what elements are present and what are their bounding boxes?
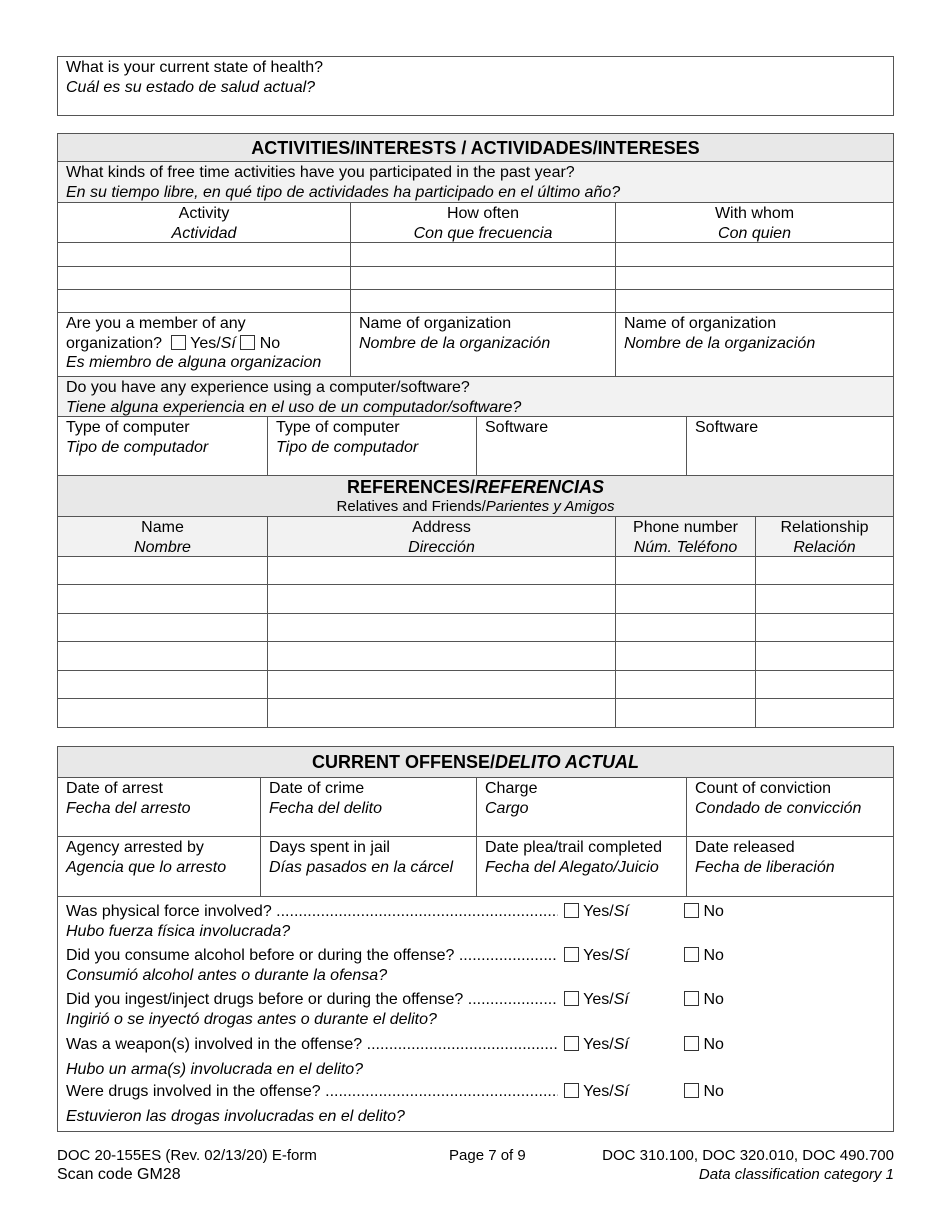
question-es: Hubo un arma(s) involucrada en el delito? xyxy=(66,1060,364,1078)
references-title-es: REFERENCIAS xyxy=(475,477,605,497)
yes-label: Yes/ xyxy=(190,334,221,352)
activity-cell[interactable] xyxy=(58,267,350,289)
computer-question-en: Do you have any experience using a computer/software? xyxy=(66,379,470,396)
question-physical-force xyxy=(66,902,885,946)
ref-name-cell[interactable] xyxy=(58,557,267,584)
date-released-label-en: Date released xyxy=(695,839,795,856)
reference-row[interactable] xyxy=(58,584,893,613)
question-drugs-ingest xyxy=(66,990,885,1034)
days-in-jail-field[interactable] xyxy=(260,837,476,896)
yes-label: Yes/ xyxy=(583,991,614,1008)
ref-name-cell[interactable] xyxy=(58,614,267,641)
ref-name-cell[interactable] xyxy=(58,671,267,698)
question-alcohol xyxy=(66,946,885,990)
ref-relationship-cell[interactable] xyxy=(755,585,893,613)
col-how-often-en: How often xyxy=(446,205,520,222)
scan-code: Scan code GM28 xyxy=(57,1166,181,1183)
charge-label-en: Charge xyxy=(485,780,538,797)
activities-title: ACTIVITIES/INTERESTS / ACTIVIDADES/INTERESES xyxy=(251,138,700,158)
activity-cell[interactable] xyxy=(58,290,350,312)
reference-row[interactable] xyxy=(58,670,893,698)
col-with-whom xyxy=(615,203,893,242)
question-es: Hubo fuerza física involucrada? xyxy=(66,922,291,940)
references-columns xyxy=(58,516,893,556)
yes-checkbox[interactable] xyxy=(564,1036,579,1051)
ref-name-cell[interactable] xyxy=(58,642,267,670)
col-phone-en: Phone number xyxy=(633,519,738,536)
org-name-label-en: Name of organization xyxy=(359,315,512,332)
ref-address-cell[interactable] xyxy=(267,671,615,698)
health-question-box[interactable] xyxy=(57,56,894,116)
software-label: Software xyxy=(485,419,549,436)
ref-relationship-cell[interactable] xyxy=(755,614,893,641)
date-of-crime-field[interactable] xyxy=(260,778,476,836)
ref-address-cell[interactable] xyxy=(267,699,615,727)
offense-header xyxy=(58,747,893,777)
activity-row[interactable] xyxy=(58,242,893,266)
date-plea-field[interactable] xyxy=(476,837,686,896)
col-activity xyxy=(58,203,350,242)
references-title-en: REFERENCES/ xyxy=(346,477,475,497)
col-phone-es: Núm. Teléfono xyxy=(633,538,738,556)
member-question-line2: organization? xyxy=(66,334,163,352)
col-relationship-en: Relationship xyxy=(780,519,869,536)
activity-cell[interactable] xyxy=(58,243,350,266)
activity-row[interactable] xyxy=(58,266,893,289)
org-name-field-1[interactable] xyxy=(350,313,615,376)
col-how-often-es: Con que frecuencia xyxy=(413,224,553,242)
references-subtitle-en: Relatives and Friends/ xyxy=(336,498,486,515)
yes-checkbox[interactable] xyxy=(564,947,579,962)
member-question xyxy=(58,313,350,376)
ref-address-cell[interactable] xyxy=(267,642,615,670)
ref-phone-cell[interactable] xyxy=(615,699,755,727)
question-drugs-involved xyxy=(66,1082,885,1126)
member-question-es: Es miembro de alguna organizacion xyxy=(66,354,322,371)
date-plea-label-en: Date plea/trail completed xyxy=(485,839,662,856)
date-released-field[interactable] xyxy=(686,837,893,896)
yes-label: Yes/ xyxy=(583,947,614,964)
col-name xyxy=(58,517,267,556)
col-name-es: Nombre xyxy=(134,538,191,556)
form-id: DOC 20-155ES (Rev. 02/13/20) E-form xyxy=(57,1147,317,1164)
ref-name-cell[interactable] xyxy=(58,585,267,613)
with-whom-cell[interactable] xyxy=(615,267,893,289)
free-time-question-es: En su tiempo libre, en qué tipo de actividades ha participado en el último año? xyxy=(66,183,621,201)
yes-label-es: Sí xyxy=(613,991,629,1008)
no-label: No xyxy=(703,903,724,920)
ref-address-cell[interactable] xyxy=(267,585,615,613)
offense-fields-row-2 xyxy=(58,836,893,896)
yes-label: Yes/ xyxy=(583,1036,614,1053)
yes-checkbox[interactable] xyxy=(564,991,579,1006)
health-question-en: What is your current state of health? xyxy=(66,59,324,76)
offense-title-es: DELITO ACTUAL xyxy=(495,752,639,772)
charge-field[interactable] xyxy=(476,778,686,836)
offense-fields-row-1 xyxy=(58,777,893,836)
question-en: Was a weapon(s) involved in the offense? ..... xyxy=(66,1035,558,1055)
footer-right xyxy=(602,1146,894,1184)
how-often-cell[interactable] xyxy=(350,267,615,289)
activities-header xyxy=(58,134,893,161)
days-in-jail-label-en: Days spent in jail xyxy=(269,839,390,856)
footer-left xyxy=(57,1146,317,1184)
ref-phone-cell[interactable] xyxy=(615,671,755,698)
col-relationship-es: Relación xyxy=(793,538,856,556)
ref-relationship-cell[interactable] xyxy=(755,699,893,727)
reference-row[interactable] xyxy=(58,641,893,670)
yes-checkbox[interactable] xyxy=(564,1083,579,1098)
org-name-label-es: Nombre de la organización xyxy=(624,334,816,352)
yes-label-es: Sí xyxy=(613,947,629,964)
col-relationship xyxy=(755,517,893,556)
offense-title-en: CURRENT OFFENSE/ xyxy=(311,752,495,772)
ref-relationship-cell[interactable] xyxy=(755,642,893,670)
with-whom-cell[interactable] xyxy=(615,243,893,266)
org-name-label-en: Name of organization xyxy=(624,315,777,332)
date-of-arrest-label-en: Date of arrest xyxy=(66,780,163,797)
type-computer-label-en: Type of computer xyxy=(276,419,400,436)
current-offense-section xyxy=(57,746,894,1132)
computer-row xyxy=(58,416,893,475)
references-header xyxy=(58,475,893,516)
date-of-crime-label-es: Fecha del delito xyxy=(269,799,382,817)
col-activity-en: Activity xyxy=(178,205,230,222)
no-checkbox[interactable] xyxy=(684,1036,699,1051)
yes-label: Yes/ xyxy=(583,1083,614,1100)
col-address xyxy=(267,517,615,556)
computer-question xyxy=(58,376,893,416)
charge-label-es: Cargo xyxy=(485,799,529,817)
organization-row xyxy=(58,312,893,376)
offense-questions xyxy=(58,896,893,1131)
no-label: No xyxy=(703,1083,724,1100)
yes-label: Yes/ xyxy=(583,903,614,920)
agency-label-es: Agencia que lo arresto xyxy=(66,858,227,876)
ref-phone-cell[interactable] xyxy=(615,642,755,670)
free-time-question xyxy=(58,161,893,202)
how-often-cell[interactable] xyxy=(350,290,615,312)
agency-arrested-by-field[interactable] xyxy=(58,837,260,896)
ref-relationship-cell[interactable] xyxy=(755,671,893,698)
org-name-field-2[interactable] xyxy=(615,313,893,376)
question-es: Consumió alcohol antes o durante la ofensa? xyxy=(66,966,388,984)
reference-row[interactable] xyxy=(58,613,893,641)
activities-section xyxy=(57,133,894,728)
references-title xyxy=(66,476,885,498)
col-address-es: Dirección xyxy=(408,538,475,556)
free-time-question-en: What kinds of free time activities have you participated in the past year? xyxy=(66,164,575,181)
no-checkbox[interactable] xyxy=(684,947,699,962)
col-name-en: Name xyxy=(141,519,184,536)
ref-address-cell[interactable] xyxy=(267,614,615,641)
days-in-jail-label-es: Días pasados en la cárcel xyxy=(269,858,454,876)
question-es: Ingirió o se inyectó drogas antes o durante el delito? xyxy=(66,1010,437,1028)
count-of-conviction-label-en: Count of conviction xyxy=(695,780,832,797)
count-of-conviction-label-es: Condado de convicción xyxy=(695,799,862,817)
ref-name-cell[interactable] xyxy=(58,699,267,727)
col-how-often xyxy=(350,203,615,242)
doc-references: DOC 310.100, DOC 320.010, DOC 490.700 xyxy=(602,1147,894,1164)
ref-phone-cell[interactable] xyxy=(615,614,755,641)
col-address-en: Address xyxy=(412,519,471,536)
type-computer-label-es: Tipo de computador xyxy=(66,438,209,456)
yes-label-es: Sí xyxy=(613,1036,629,1053)
software-field-2[interactable] xyxy=(686,417,893,475)
computer-question-es: Tiene alguna experiencia en el uso de un computador/software? xyxy=(66,398,522,416)
member-yes-checkbox[interactable] xyxy=(171,335,186,350)
activity-row[interactable] xyxy=(58,289,893,312)
type-computer-label-es: Tipo de computador xyxy=(276,438,419,456)
yes-label-es: Sí xyxy=(613,903,629,920)
col-with-whom-en: With whom xyxy=(714,205,795,222)
type-computer-field-2[interactable] xyxy=(267,417,476,475)
count-of-conviction-field[interactable] xyxy=(686,778,893,836)
yes-label-es: Sí xyxy=(220,334,236,352)
health-question-es: Cuál es su estado de salud actual? xyxy=(66,78,316,96)
no-label: No xyxy=(703,991,724,1008)
no-label: No xyxy=(703,1036,724,1053)
references-subtitle-es: Parientes y Amigos xyxy=(485,498,615,515)
ref-phone-cell[interactable] xyxy=(615,557,755,584)
data-classification: Data classification category 1 xyxy=(698,1166,894,1183)
yes-checkbox[interactable] xyxy=(564,903,579,918)
question-es: Estuvieron las drogas involucradas en el delito? xyxy=(66,1107,405,1125)
software-field-1[interactable] xyxy=(476,417,686,475)
offense-title xyxy=(58,747,893,777)
no-label: No xyxy=(259,334,281,352)
type-computer-field-1[interactable] xyxy=(58,417,267,475)
question-en: Did you consume alcohol before or during the offense? ..... xyxy=(66,946,558,966)
yes-label-es: Sí xyxy=(613,1083,629,1100)
col-with-whom-es: Con quien xyxy=(718,224,791,242)
date-of-arrest-label-es: Fecha del arresto xyxy=(66,799,191,817)
no-label: No xyxy=(703,947,724,964)
agency-label-en: Agency arrested by xyxy=(66,839,204,856)
with-whom-cell[interactable] xyxy=(615,290,893,312)
date-of-crime-label-en: Date of crime xyxy=(269,780,365,797)
ref-relationship-cell[interactable] xyxy=(755,557,893,584)
date-released-label-es: Fecha de liberación xyxy=(695,858,835,876)
question-weapon xyxy=(66,1034,885,1082)
no-checkbox[interactable] xyxy=(684,903,699,918)
col-phone xyxy=(615,517,755,556)
col-activity-es: Actividad xyxy=(171,224,237,242)
software-label: Software xyxy=(695,419,759,436)
ref-phone-cell[interactable] xyxy=(615,585,755,613)
question-en: Were drugs involved in the offense? ..... xyxy=(66,1082,558,1102)
date-plea-label-es: Fecha del Alegato/Juicio xyxy=(485,858,659,876)
member-no-checkbox[interactable] xyxy=(240,335,255,350)
reference-row[interactable] xyxy=(58,556,893,584)
question-en: Did you ingest/inject drugs before or during the offense? ..... xyxy=(66,990,558,1010)
activity-columns xyxy=(58,202,893,242)
no-checkbox[interactable] xyxy=(684,991,699,1006)
question-en: Was physical force involved? ..... xyxy=(66,902,558,922)
ref-address-cell[interactable] xyxy=(267,557,615,584)
type-computer-label-en: Type of computer xyxy=(66,419,190,436)
reference-row[interactable] xyxy=(58,698,893,727)
page-number: Page 7 of 9 xyxy=(449,1147,526,1164)
org-name-label-es: Nombre de la organización xyxy=(359,334,551,352)
member-question-line1: Are you a member of any xyxy=(66,315,246,332)
how-often-cell[interactable] xyxy=(350,243,615,266)
references-subtitle xyxy=(66,498,885,515)
date-of-arrest-field[interactable] xyxy=(58,778,260,836)
no-checkbox[interactable] xyxy=(684,1083,699,1098)
